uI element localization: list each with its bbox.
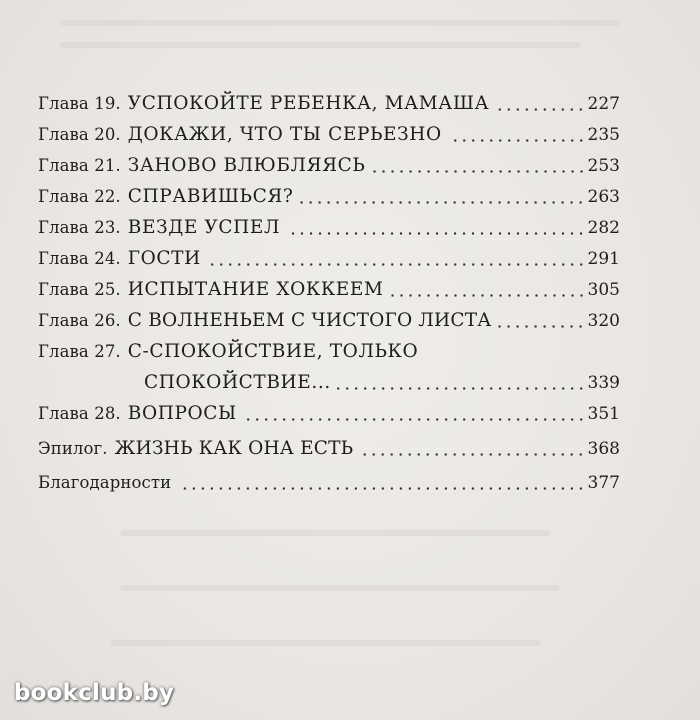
site-watermark: bookclub.by [14,680,175,706]
dot-leader [286,232,586,235]
chapter-title: С-СПОКОЙСТВИЕ, ТОЛЬКО [127,341,419,362]
toc-entry-acknowledgements[interactable] [38,462,620,494]
dot-leader [359,453,585,456]
toc-entry-ch25[interactable] [38,269,620,301]
chapter-title: ИСПЫТАНИЕ ХОККЕЕМ [127,279,384,300]
dot-leader [372,170,586,173]
bleed-through-line [120,585,560,591]
page-number: 377 [587,473,620,493]
page-number: 235 [587,125,620,145]
toc-entry-ch20[interactable] [38,114,620,146]
dot-leader [243,418,586,421]
chapter-number: Глава 27. [38,342,121,361]
chapter-title: ДОКАЖИ, ЧТО ТЫ СЕРЬЕЗНО [127,124,442,145]
page-number: 305 [587,280,620,300]
page-number: 263 [587,187,620,207]
toc-entry-ch28[interactable] [38,393,620,425]
toc-entry-epilogue[interactable] [38,428,620,460]
chapter-number: Глава 21. [38,156,121,175]
bleed-through-line [60,42,580,48]
acknowledgements-label: Благодарности [38,473,172,492]
dot-leader [207,263,586,266]
page-number: 351 [587,404,620,424]
dot-leader [495,108,585,111]
chapter-number: Глава 23. [38,218,121,237]
chapter-title: С ВОЛНЕНЬЕМ С ЧИСТОГО ЛИСТА [127,310,492,331]
chapter-title: ЗАНОВО ВЛЮБЛЯЯСЬ [127,155,366,176]
toc-entry-ch23[interactable] [38,207,620,239]
chapter-number: Глава 22. [38,187,121,206]
bleed-through-line [60,20,620,26]
dot-leader [177,487,585,490]
bleed-through-line [120,530,550,536]
epilogue-label: Эпилог. [38,439,108,458]
toc-entry-ch21[interactable] [38,145,620,177]
toc-entry-ch27[interactable] [38,331,620,363]
chapter-number: Глава 25. [38,280,121,299]
chapter-number: Глава 20. [38,125,121,144]
page-number: 282 [587,218,620,238]
toc-entry-ch22[interactable] [38,176,620,208]
chapter-title: ГОСТИ [127,248,201,269]
chapter-number: Глава 28. [38,404,121,423]
dot-leader [390,294,586,297]
chapter-number: Глава 19. [38,94,121,113]
page-number: 253 [587,156,620,176]
toc-entry-ch24[interactable] [38,238,620,270]
chapter-title: ВОПРОСЫ [127,403,237,424]
chapter-title: СПРАВИШЬСЯ? [127,186,294,207]
page-number: 291 [587,249,620,269]
toc-entry-ch26[interactable] [38,300,620,332]
page-number: 320 [587,311,620,331]
toc-entry-ch27-continuation[interactable] [144,362,620,394]
chapter-title: ВЕЗДЕ УСПЕЛ [127,217,281,238]
bleed-through-line [110,640,540,646]
dot-leader [448,139,586,142]
epilogue-title: ЖИЗНЬ КАК ОНА ЕСТЬ [114,438,354,459]
chapter-number: Глава 26. [38,311,121,330]
dot-leader [497,325,585,328]
chapter-title: УСПОКОЙТЕ РЕБЕНКА, МАМАША [127,93,490,114]
page-number: 368 [587,439,620,459]
dot-leader [299,201,585,204]
page-number: 227 [587,94,620,114]
chapter-title-continuation: СПОКОЙСТВИЕ... [144,372,331,393]
toc-entry-ch19[interactable] [38,83,620,115]
chapter-number: Глава 24. [38,249,121,268]
page-number: 339 [587,373,620,393]
dot-leader [337,387,586,390]
